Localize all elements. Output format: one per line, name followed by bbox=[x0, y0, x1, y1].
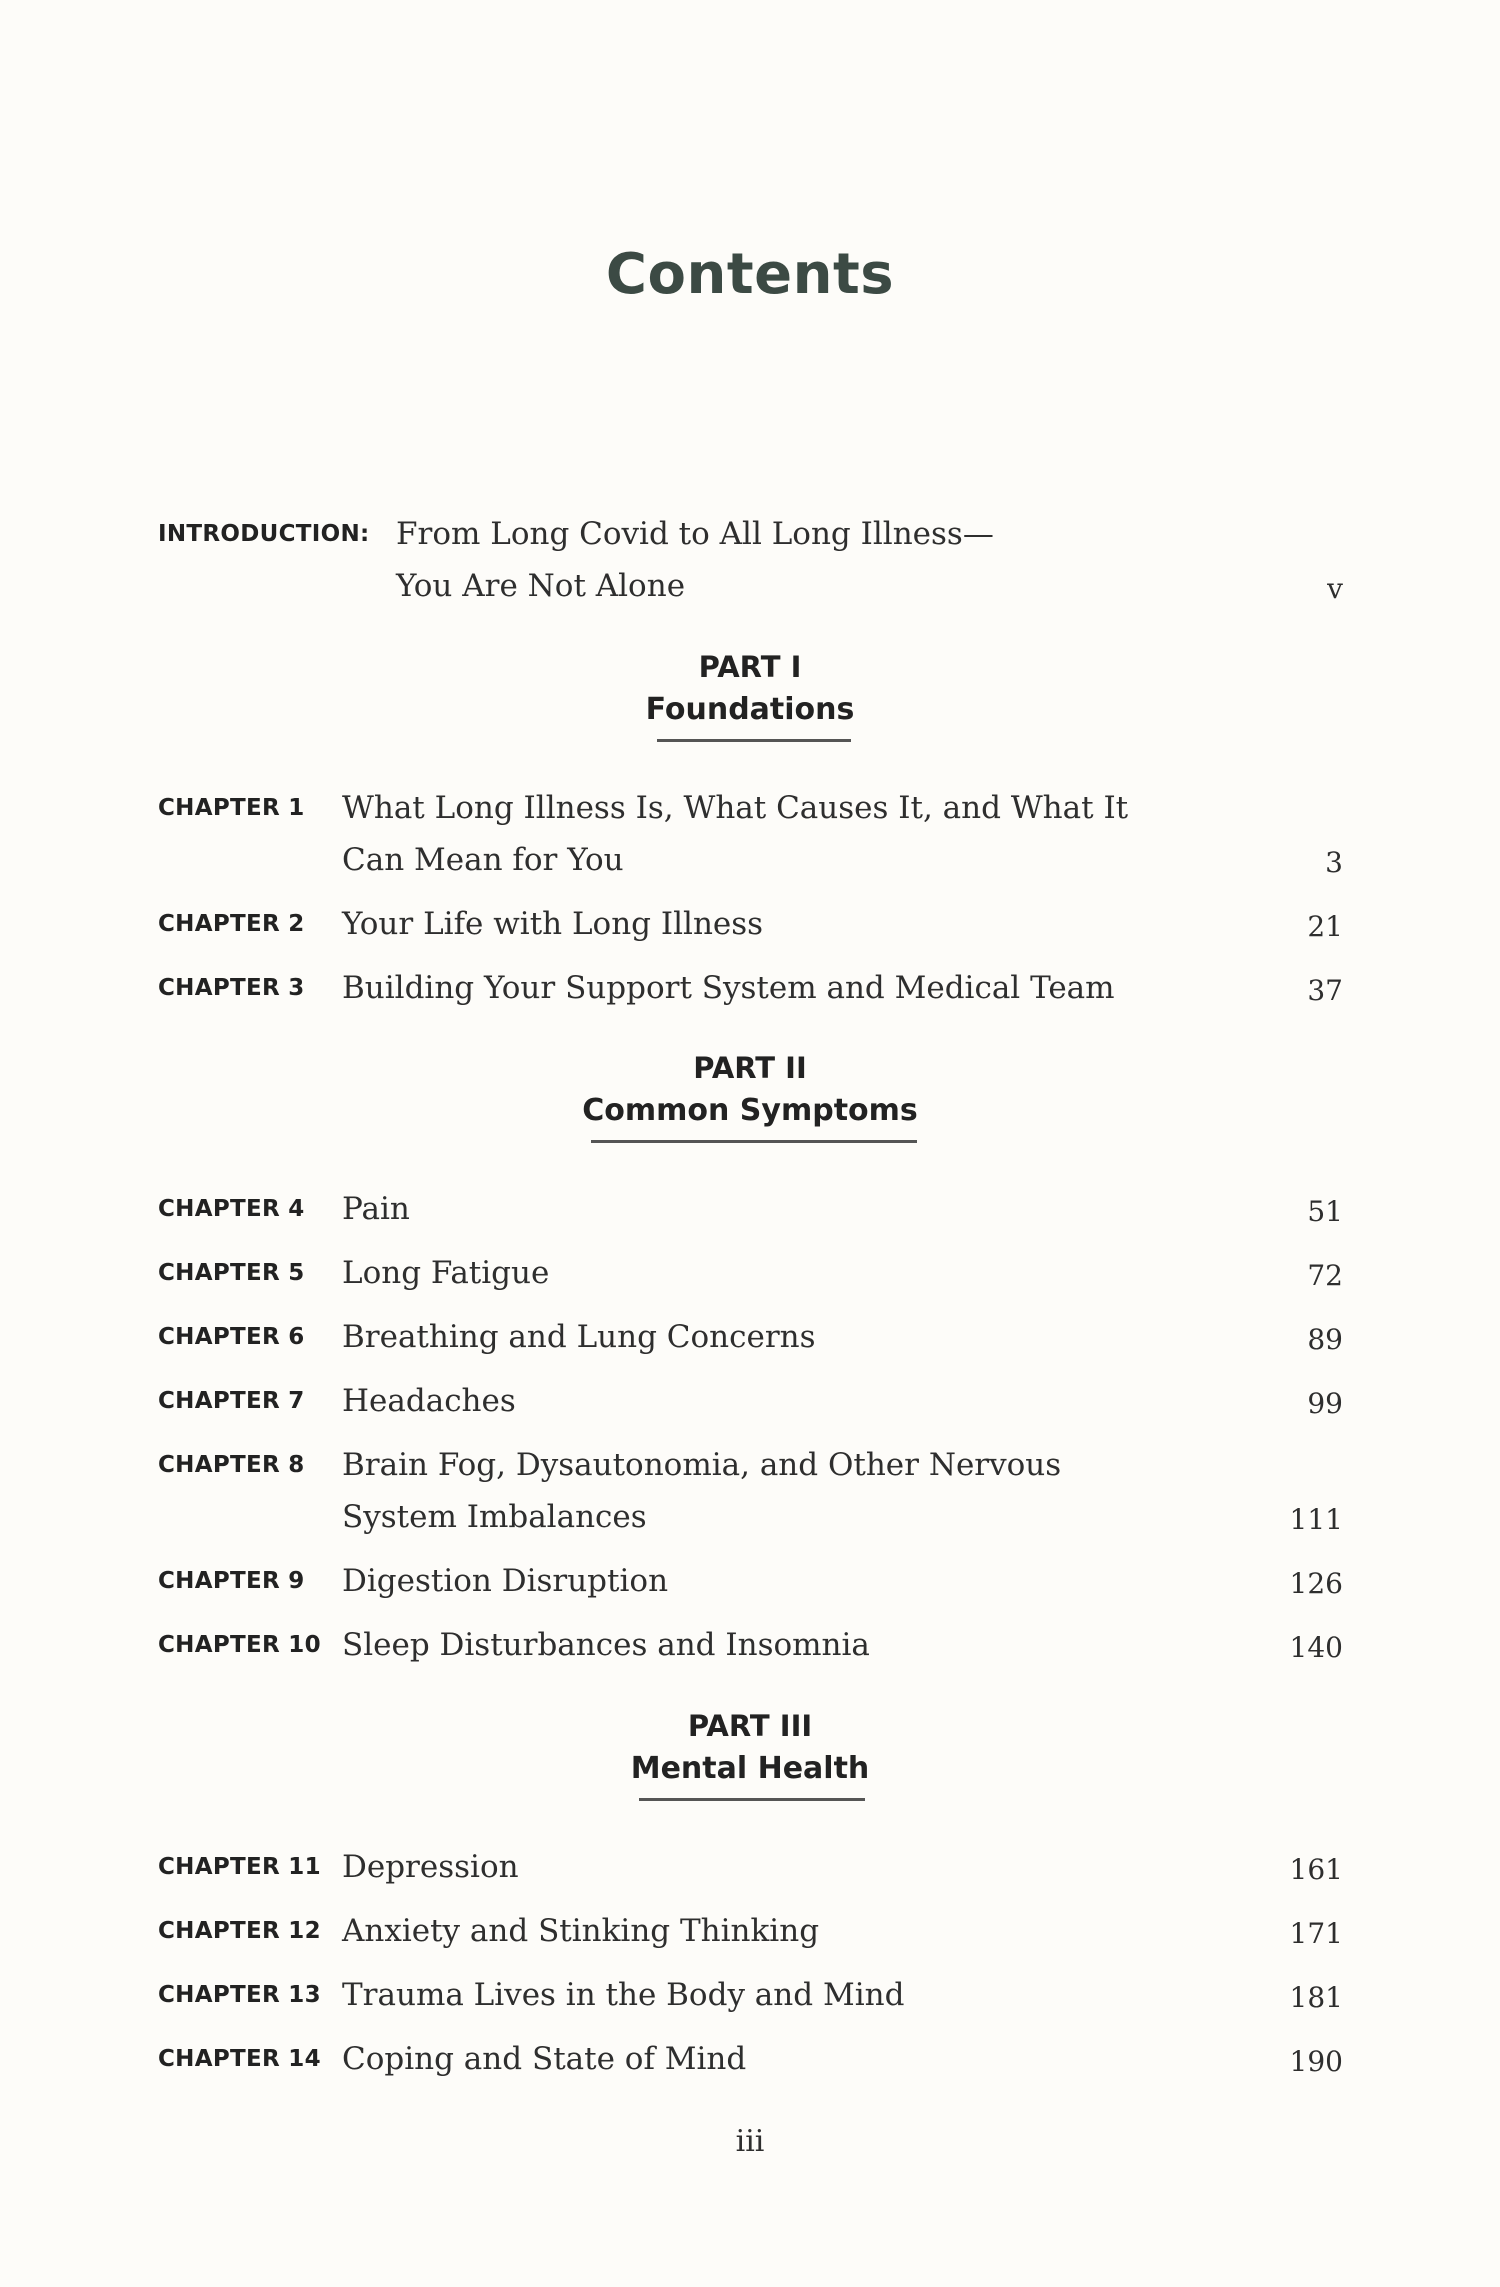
chapter-6-page: 89 bbox=[1307, 1323, 1343, 1356]
chapter-4-label: CHAPTER 4 bbox=[158, 1196, 305, 1222]
chapter-13-page: 181 bbox=[1289, 1981, 1343, 2014]
part-1-underline bbox=[657, 739, 851, 742]
chapter-14-label: CHAPTER 14 bbox=[158, 2046, 321, 2072]
chapter-2-page: 21 bbox=[1307, 910, 1343, 943]
chapter-7-page: 99 bbox=[1307, 1387, 1343, 1420]
page-folio: iii bbox=[735, 2124, 765, 2159]
chapter-11-page: 161 bbox=[1289, 1853, 1343, 1886]
chapter-3-label: CHAPTER 3 bbox=[158, 975, 305, 1001]
chapter-1-page: 3 bbox=[1325, 846, 1343, 879]
chapter-3-page: 37 bbox=[1307, 974, 1343, 1007]
intro-page-number: v bbox=[1327, 572, 1343, 605]
chapter-8-title-line1: Brain Fog, Dysautonomia, and Other Nervous bbox=[342, 1447, 1062, 1483]
part-2-number: PART II bbox=[693, 1051, 807, 1085]
chapter-5-title: Long Fatigue bbox=[342, 1255, 550, 1291]
chapter-12-page: 171 bbox=[1289, 1917, 1343, 1950]
part-3-underline bbox=[639, 1798, 865, 1801]
chapter-13-label: CHAPTER 13 bbox=[158, 1982, 321, 2008]
chapter-9-label: CHAPTER 9 bbox=[158, 1568, 305, 1594]
chapter-3-title: Building Your Support System and Medical Team bbox=[342, 970, 1115, 1006]
intro-title-line2: You Are Not Alone bbox=[396, 568, 686, 604]
chapter-13-title: Trauma Lives in the Body and Mind bbox=[342, 1977, 905, 2013]
chapter-9-page: 126 bbox=[1289, 1567, 1343, 1600]
chapter-4-page: 51 bbox=[1307, 1195, 1343, 1228]
chapter-10-title: Sleep Disturbances and Insomnia bbox=[342, 1627, 870, 1663]
chapter-10-label: CHAPTER 10 bbox=[158, 1632, 321, 1658]
chapter-5-label: CHAPTER 5 bbox=[158, 1260, 305, 1286]
part-2-name: Common Symptoms bbox=[582, 1093, 918, 1128]
chapter-1-title-line1: What Long Illness Is, What Causes It, and What It bbox=[342, 790, 1129, 826]
chapter-11-label: CHAPTER 11 bbox=[158, 1854, 321, 1880]
chapter-4-title: Pain bbox=[342, 1191, 410, 1227]
chapter-8-title-line2: System Imbalances bbox=[342, 1499, 647, 1535]
chapter-12-label: CHAPTER 12 bbox=[158, 1918, 321, 1944]
chapter-9-title: Digestion Disruption bbox=[342, 1563, 669, 1599]
chapter-6-title: Breathing and Lung Concerns bbox=[342, 1319, 816, 1355]
chapter-14-page: 190 bbox=[1289, 2045, 1343, 2078]
chapter-10-page: 140 bbox=[1289, 1631, 1343, 1664]
chapter-7-label: CHAPTER 7 bbox=[158, 1388, 305, 1414]
chapter-1-title-line2: Can Mean for You bbox=[342, 842, 624, 878]
chapter-8-page: 111 bbox=[1289, 1503, 1343, 1536]
chapter-6-label: CHAPTER 6 bbox=[158, 1324, 305, 1350]
chapter-8-label: CHAPTER 8 bbox=[158, 1452, 305, 1478]
part-3-name: Mental Health bbox=[630, 1751, 870, 1786]
part-1-name: Foundations bbox=[645, 692, 855, 727]
intro-label: INTRODUCTION: bbox=[158, 521, 370, 547]
part-2-underline bbox=[591, 1140, 917, 1143]
chapter-7-title: Headaches bbox=[342, 1383, 516, 1419]
part-1-number: PART I bbox=[698, 650, 802, 684]
part-3-number: PART III bbox=[687, 1709, 813, 1743]
chapter-14-title: Coping and State of Mind bbox=[342, 2041, 747, 2077]
chapter-12-title: Anxiety and Stinking Thinking bbox=[342, 1913, 820, 1949]
chapter-1-label: CHAPTER 1 bbox=[158, 795, 305, 821]
chapter-11-title: Depression bbox=[342, 1849, 519, 1885]
page-title: Contents bbox=[605, 242, 895, 307]
chapter-2-label: CHAPTER 2 bbox=[158, 911, 305, 937]
intro-title-line1: From Long Covid to All Long Illness— bbox=[396, 516, 994, 552]
chapter-5-page: 72 bbox=[1307, 1259, 1343, 1292]
chapter-2-title: Your Life with Long Illness bbox=[342, 906, 764, 942]
